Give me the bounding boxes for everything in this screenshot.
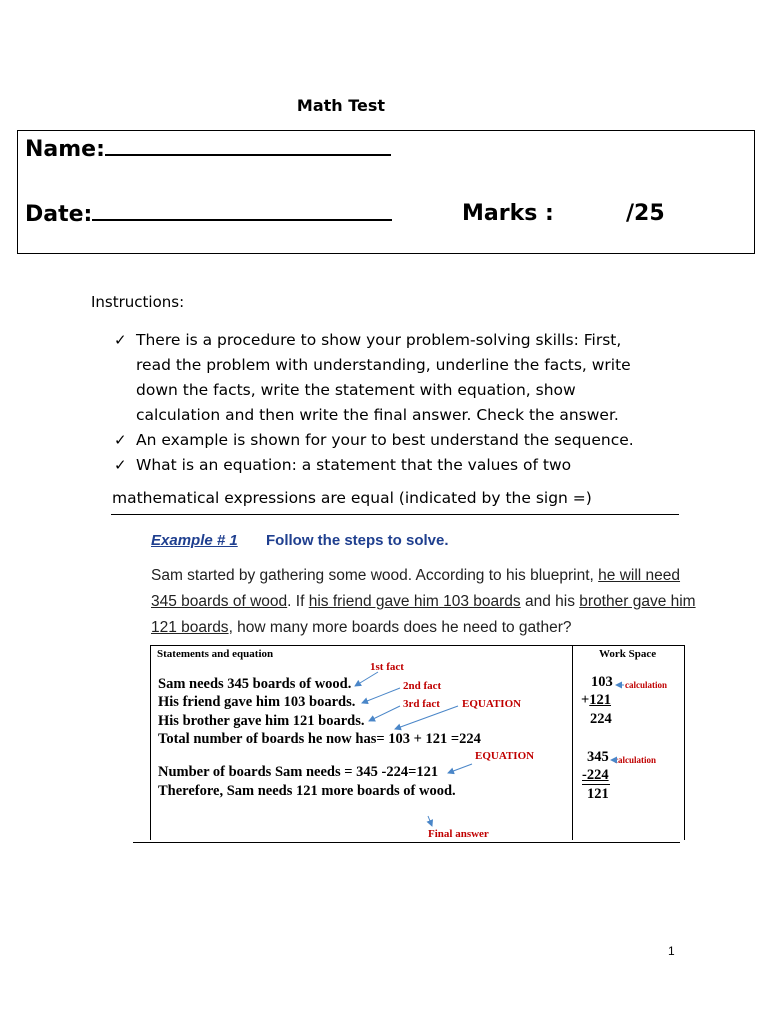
checkmark-icon: ✓ [114,456,127,474]
fact-underline-2: his friend gave him 103 boards [308,593,521,610]
statement-6: Therefore, Sam needs 121 more boards of wood. [158,783,456,799]
bullet1-line1: There is a procedure to show your problem-solving skills: First, [136,331,622,349]
date-field[interactable] [25,201,392,227]
page-title: Math Test [296,96,386,115]
word-problem: Sam started by gathering some wood. According to his blueprint, he will need 345 boards of wood. If his friend gave him 103 boards and his brother gave him 121 boards, how many more boards does he need to gather? [151,567,696,636]
calculation-annotation-2: calculation [614,755,656,765]
fact1-annotation: 1st fact [370,661,404,673]
calc2-subtrahend: -224 [582,767,609,783]
calculation-annotation-1: calculation [625,680,667,690]
statement-5: Number of boards Sam needs = 345 -224=121 [158,764,439,780]
example-label: Example # 1 [151,532,238,549]
checkmark-icon: ✓ [114,431,127,449]
statements-header: Statements and equation [157,648,274,660]
name-field[interactable] [25,136,391,162]
bottom-divider-line [133,842,680,843]
fact3-annotation: 3rd fact [403,698,440,710]
instructions-heading: Instructions: [91,293,185,311]
workspace-header: Work Space [599,648,657,660]
final-answer-annotation: Final answer [428,828,489,840]
calc2-minuend: 345 [587,749,609,765]
bullet1-line3: down the facts, write the statement with equation, show [136,381,576,399]
example-instruction: Follow the steps to solve. [266,532,449,549]
statement-1: Sam needs 345 boards of wood. [158,676,352,692]
name-blank-line[interactable] [105,136,391,156]
checkmark-icon: ✓ [114,331,127,349]
calc2-result: 121 [587,786,609,802]
fact-underline-3: brother gave him 121 boards [151,593,696,636]
statement-2: His friend gave him 103 boards. [158,694,356,710]
date-label: Date: [25,202,93,227]
bullet1-line4: calculation and then write the final answer. Check the answer. [136,406,619,424]
calc2-rule [582,784,610,785]
fact-underline-1: he will need 345 boards of wood [151,567,681,610]
instruction-bullet-2: ✓ An example is shown for your to best understand the sequence. [136,428,634,453]
instruction-bullet-3: ✓ What is an equation: a statement that the values of two [136,453,571,478]
statement-4: Total number of boards he now has= 103 + 121 =224 [158,731,481,747]
bullet1-line2: read the problem with understanding, underline the facts, write [136,356,631,374]
page-number: 1 [668,944,675,958]
table-column-divider [572,645,573,840]
marks-total: /25 [626,201,665,226]
divider-line [111,514,679,515]
statement-3: His brother gave him 121 boards. [158,713,365,729]
fact2-annotation: 2nd fact [403,680,442,692]
calc1-result: 224 [590,711,612,727]
marks-label: Marks : [462,201,554,226]
equation-annotation-2: EQUATION [475,750,535,762]
date-blank-line[interactable] [92,201,392,221]
calc1-addend-2: +121 [581,692,612,708]
instruction-bullet-3-continued: mathematical expressions are equal (indicated by the sign =) [112,489,592,507]
calc1-addend-1: 103 [591,674,613,690]
name-label: Name: [25,137,105,162]
instruction-bullet-1 [114,328,631,428]
equation-annotation-1: EQUATION [462,698,522,710]
